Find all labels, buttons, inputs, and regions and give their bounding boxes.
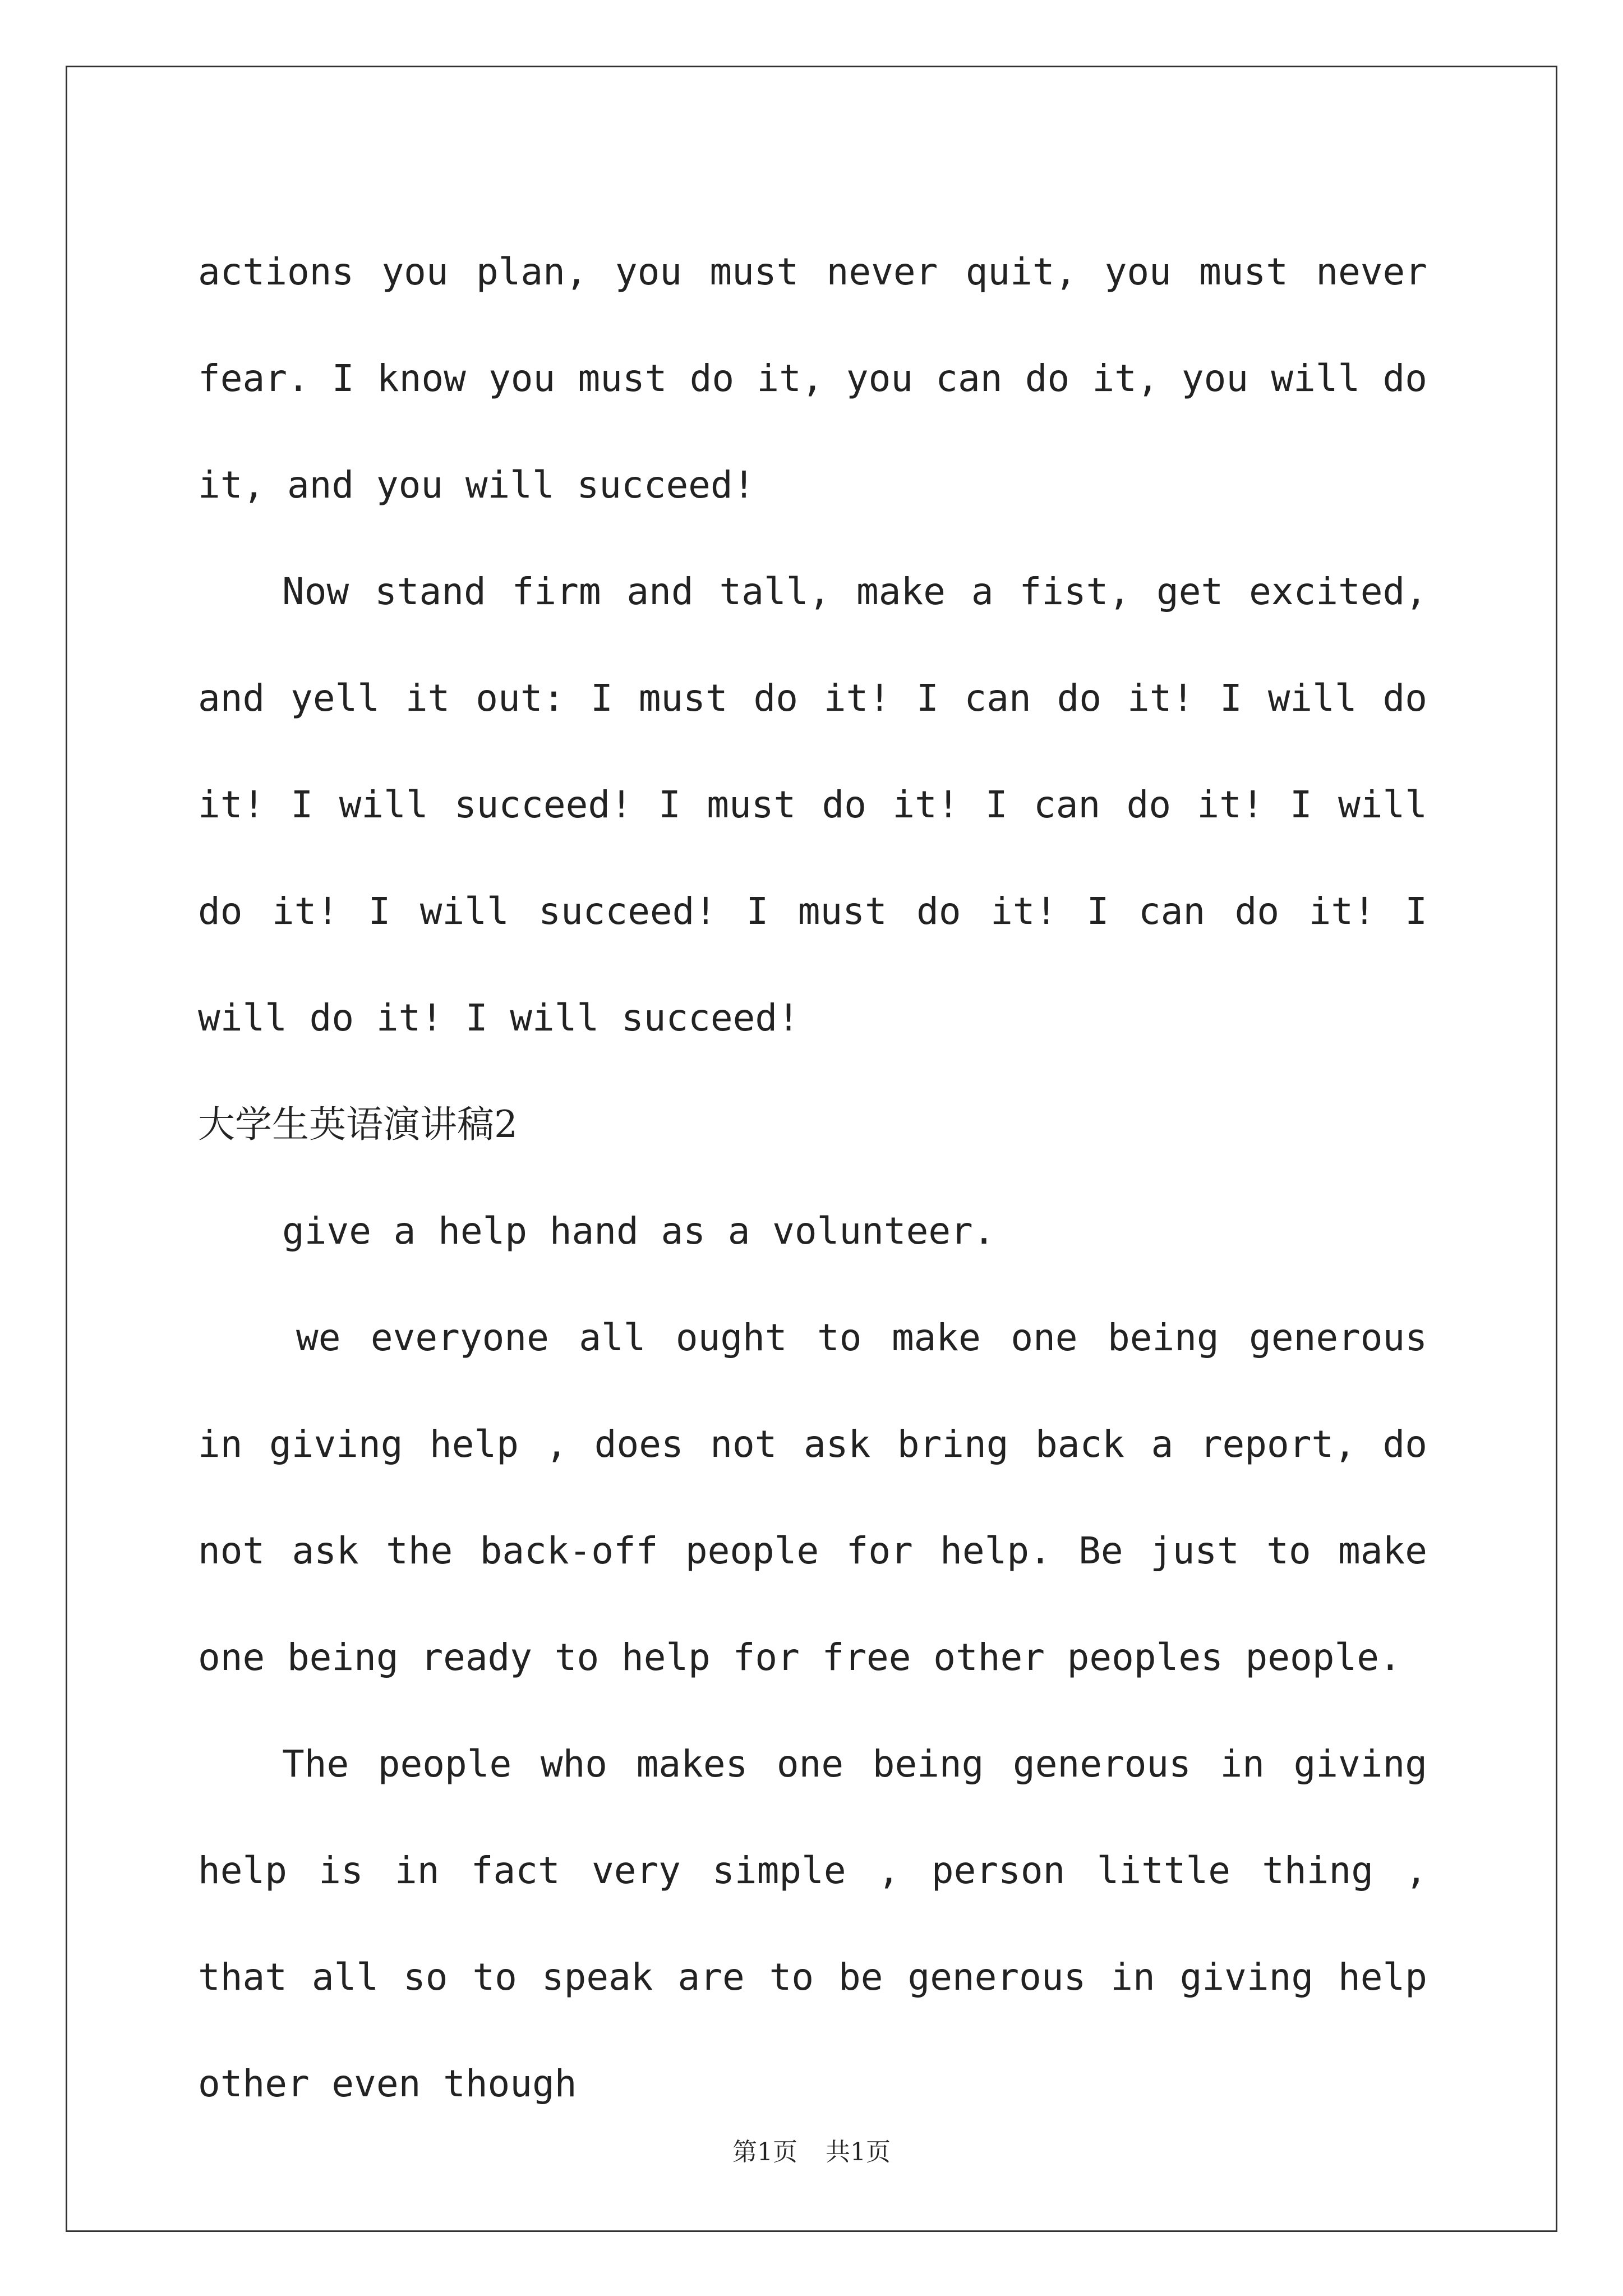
paragraph: we everyone all ought to make one being generous in giving help , does not ask bring back a report, do not ask the back-off people for help. Be just to make one being ready to help for free other peoples people. [198, 1316, 1427, 1679]
document-body [198, 219, 1427, 2137]
page-footer [0, 2132, 1623, 2168]
paragraph: The people who makes one being generous in giving help is in fact very simple , person little thing , that all so to speak are to be generous in giving help other even though [198, 1742, 1427, 2105]
page-total: 共1页 [826, 2138, 891, 2166]
page-number: 第1页 [732, 2138, 797, 2166]
paragraph: actions you plan, you must never quit, you must never fear. I know you must do it, you can do it, you will do it, and you will succeed! [198, 250, 1427, 507]
paragraph: Now stand firm and tall, make a fist, get excited, and yell it out: I must do it! I can do it! I will do it! I will succeed! I must do it! I can do it! I will do it! I will succeed! I must do it! I can do it! I will do it! I will succeed! [198, 570, 1427, 1039]
section-heading: 大学生英语演讲稿2 [198, 1103, 518, 1146]
paragraph: give a help hand as a volunteer. [282, 1209, 995, 1253]
